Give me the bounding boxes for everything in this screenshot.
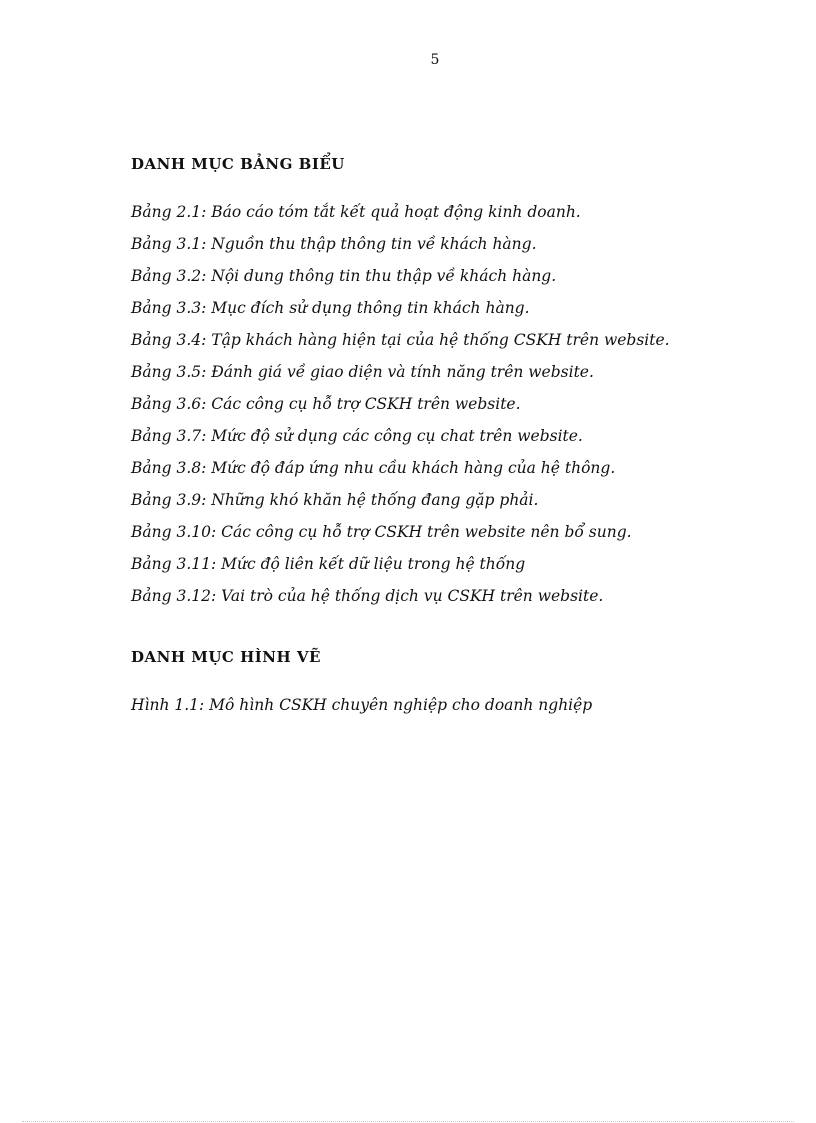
table-entry: Bảng 3.6: Các công cụ hỗ trợ CSKH trên website. xyxy=(131,395,521,413)
table-entry: Bảng 3.5: Đánh giá về giao diện và tính năng trên website. xyxy=(131,363,594,381)
table-entry: Bảng 3.12: Vai trò của hệ thống dịch vụ CSKH trên website. xyxy=(131,587,604,605)
tables-list xyxy=(131,196,771,612)
table-entry: Bảng 3.1: Nguồn thu thập thông tin về khách hàng. xyxy=(131,235,537,253)
tables-section xyxy=(131,152,771,612)
table-entry: Bảng 3.2: Nội dung thông tin thu thập về khách hàng. xyxy=(131,267,557,285)
page-number: 5 xyxy=(430,52,440,68)
figures-list xyxy=(131,689,771,721)
figures-section xyxy=(131,645,771,721)
table-entry: Bảng 3.11: Mức độ liên kết dữ liệu trong hệ thống xyxy=(131,555,526,573)
table-entry: Bảng 3.9: Những khó khăn hệ thống đang gặp phải. xyxy=(131,491,539,509)
table-entry: Bảng 3.4: Tập khách hàng hiện tại của hệ thống CSKH trên website. xyxy=(131,331,670,349)
table-entry: Bảng 3.7: Mức độ sử dụng các công cụ chat trên website. xyxy=(131,427,583,445)
figures-heading: DANH MỤC HÌNH VẼ xyxy=(131,648,321,666)
table-entry: Bảng 3.10: Các công cụ hỗ trợ CSKH trên website nên bổ sung. xyxy=(131,523,632,541)
table-entry: Bảng 3.8: Mức độ đáp ứng nhu cầu khách hàng của hệ thông. xyxy=(131,459,616,477)
table-entry: Bảng 3.3: Mục đích sử dụng thông tin khách hàng. xyxy=(131,299,530,317)
table-entry: Bảng 2.1: Báo cáo tóm tắt kết quả hoạt động kinh doanh. xyxy=(131,203,581,221)
page-bottom-divider xyxy=(22,1121,794,1122)
tables-heading: DANH MỤC BẢNG BIỂU xyxy=(131,155,345,173)
figure-entry: Hình 1.1: Mô hình CSKH chuyên nghiệp cho doanh nghiệp xyxy=(131,696,593,714)
